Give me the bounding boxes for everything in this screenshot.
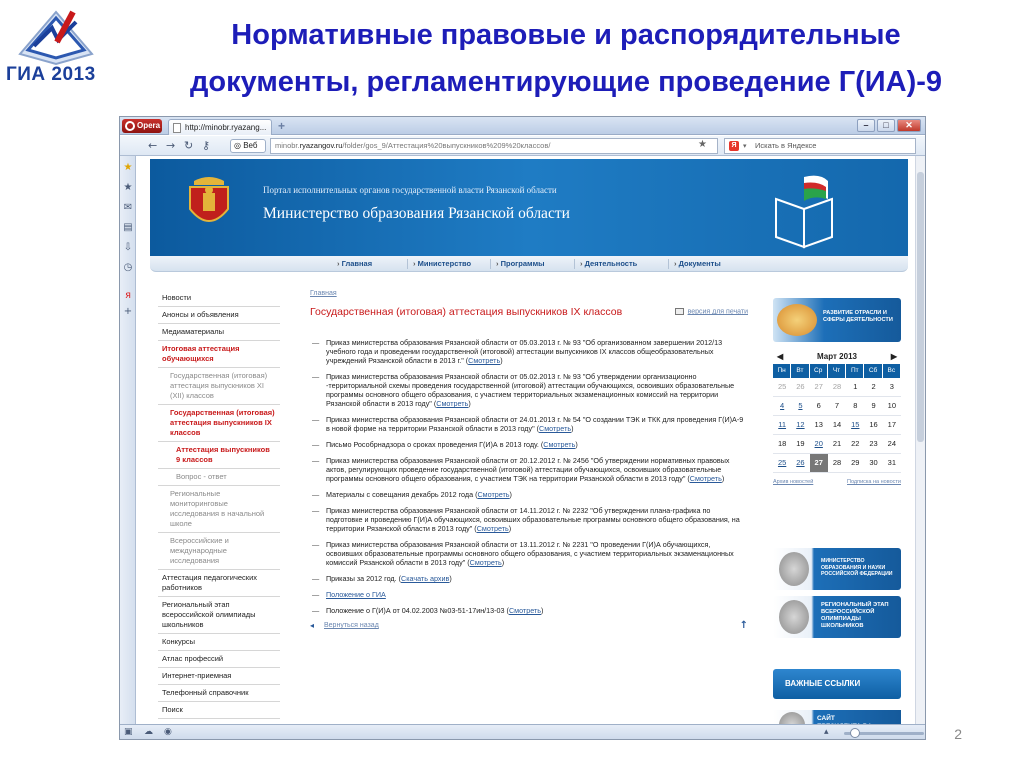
document-item bbox=[310, 606, 748, 615]
calendar-weekday: Сб bbox=[864, 364, 882, 378]
nav-separator bbox=[574, 259, 575, 269]
zoom-slider-knob[interactable] bbox=[850, 728, 860, 738]
key-icon[interactable]: ⚷ bbox=[202, 139, 211, 152]
document-text-tail: ) bbox=[468, 399, 471, 408]
zoom-out-icon[interactable]: ▴ bbox=[824, 727, 829, 737]
browser-window bbox=[119, 116, 926, 740]
calendar bbox=[773, 350, 901, 485]
document-text-tail: ) bbox=[508, 524, 512, 533]
document-link[interactable]: Смотреть bbox=[477, 490, 510, 499]
calendar-day[interactable]: 11 bbox=[773, 416, 791, 435]
calendar-weekday: Пт bbox=[846, 364, 864, 378]
add-panel-icon[interactable]: + bbox=[123, 306, 133, 317]
calendar-day: 18 bbox=[773, 435, 791, 454]
calendar-day: 28 bbox=[828, 378, 846, 397]
promo-development-label: РАЗВИТИЕ ОТРАСЛИ И СФЕРЫ ДЕЯТЕЛЬНОСТИ bbox=[823, 310, 893, 323]
notes-icon[interactable]: ▤ bbox=[123, 222, 133, 233]
document-item bbox=[310, 490, 748, 499]
nav-ministry[interactable]: › Министерство bbox=[413, 256, 471, 272]
page-icon bbox=[173, 123, 181, 133]
nav-main[interactable]: › Главная bbox=[337, 256, 372, 272]
nav-separator bbox=[668, 259, 669, 269]
calendar-day: 27 bbox=[810, 378, 828, 397]
left-menu-item[interactable]: Государственная (итоговая) аттестация выпускников IX классов bbox=[158, 405, 280, 442]
document-text: Приказ министерства образования Рязанской области от 24.01.2013 г. № 54 "О создании ТЭК и ТКК для проведения Г(И)А-9 в новой форме на территории Рязанской области в 2013 году" ( bbox=[326, 415, 744, 433]
document-text-tail: ) bbox=[541, 606, 544, 615]
calendar-day: 25 bbox=[773, 378, 791, 397]
calendar-weekday: Вс bbox=[883, 364, 901, 378]
tab-title: http://minobr.ryazang... bbox=[185, 123, 267, 132]
slide-title bbox=[110, 12, 1022, 106]
bookmark-star-icon[interactable]: ★ bbox=[698, 139, 707, 150]
left-menu-item[interactable]: Региональный этап всероссийской олимпиады школьников bbox=[158, 597, 280, 634]
calendar-day: 6 bbox=[810, 397, 828, 416]
document-text: Приказ министерства образования Рязанской области от 13.11.2012 г. № 2231 "О проведении Г(И)А обучающихся, освоивших образовательные программы основного общего образования, с участием территориальных экзаменационных комиссий Рязанской области в 2013 году" ( bbox=[326, 540, 734, 567]
back-arrow-icon[interactable]: ← bbox=[148, 139, 158, 152]
opera-menu-button[interactable] bbox=[122, 119, 162, 133]
calendar-day: 31 bbox=[883, 454, 901, 473]
document-item bbox=[310, 456, 748, 483]
promo-olympiad-label: РЕГИОНАЛЬНЫЙ ЭТАП ВСЕРОССИЙСКОЙ ОЛИМПИАДЫ ШКОЛЬНИКОВ bbox=[821, 602, 889, 629]
document-link[interactable]: Смотреть bbox=[468, 356, 501, 365]
calendar-day[interactable]: 5 bbox=[791, 397, 809, 416]
window-controls bbox=[857, 119, 921, 132]
calendar-day: 3 bbox=[883, 378, 901, 397]
calendar-day: 24 bbox=[883, 435, 901, 454]
calendar-day: 28 bbox=[828, 454, 846, 473]
mail-icon[interactable]: ✉ bbox=[123, 202, 133, 213]
site-banner bbox=[150, 159, 908, 257]
document-text: Приказ министерства образования Рязанской области от 20.12.2012 г. № 2456 "Об утверждении нормативных правовых актов, регулирующих проведение государственной (итоговой) аттестации обучающихся, освоивших образовательные программы основного общего образования, с участием ТЭК на территории Рязанской области в 2013 году" ( bbox=[326, 456, 730, 483]
calendar-footer bbox=[773, 479, 901, 485]
close-icon[interactable]: ✕ bbox=[897, 119, 921, 132]
next-month-icon[interactable]: ▶ bbox=[890, 352, 897, 361]
opera-logo-icon bbox=[125, 121, 135, 131]
nav-separator bbox=[490, 259, 491, 269]
calendar-day: 19 bbox=[791, 435, 809, 454]
document-link[interactable]: Смотреть bbox=[508, 606, 542, 615]
page-heading: Государственная (итоговая) аттестация выпускников IX классов bbox=[310, 306, 623, 318]
breadcrumb[interactable]: Главная bbox=[310, 290, 337, 297]
left-menu-item[interactable]: Медиаматериалы bbox=[158, 324, 280, 341]
maximize-icon[interactable]: □ bbox=[877, 119, 895, 132]
calendar-day: 30 bbox=[864, 454, 882, 473]
page-number: 2 bbox=[954, 726, 962, 742]
calendar-day: 22 bbox=[846, 435, 864, 454]
document-text: Приказ министерства образования Рязанской области от 14.11.2012 г. № 2232 "Об утверждении плана-графика по подготовке и проведению Г(И)А обучающихся, освоивших образовательные программы основного общего образования, на территории Рязанской области в 2013 году" ( bbox=[326, 506, 740, 533]
calendar-day[interactable]: 25 bbox=[773, 454, 791, 473]
site-nav bbox=[150, 256, 908, 272]
left-menu bbox=[158, 290, 280, 719]
promo-president-label: САЙТ bbox=[817, 715, 835, 722]
document-text-tail: ) bbox=[509, 490, 512, 499]
calendar-day[interactable]: 26 bbox=[791, 454, 809, 473]
status-bar bbox=[120, 724, 925, 740]
document-item bbox=[310, 540, 748, 567]
document-link[interactable]: Скачать архив bbox=[401, 574, 450, 583]
search-placeholder: Искать в Яндексе bbox=[755, 141, 817, 150]
yandex-icon: Я bbox=[729, 141, 739, 151]
document-text: Приказы за 2012 год. ( bbox=[326, 574, 402, 583]
left-menu-item[interactable]: Атлас профессий bbox=[158, 651, 280, 668]
yandex-panel-icon[interactable]: я bbox=[124, 290, 131, 301]
calendar-day[interactable]: 12 bbox=[791, 416, 809, 435]
portal-title: Портал исполнительных органов государственной власти Рязанской области bbox=[263, 185, 557, 195]
browser-toolbar bbox=[120, 136, 925, 156]
calendar-day: 21 bbox=[828, 435, 846, 454]
calendar-weekday: Ср bbox=[810, 364, 828, 378]
promo-president-banner[interactable] bbox=[773, 710, 901, 724]
slide-title-line-2: документы, регламентирующие проведение Г(ИА)-9 bbox=[189, 66, 943, 98]
eagle-emblem-icon bbox=[779, 552, 809, 586]
calendar-day: 17 bbox=[883, 416, 901, 435]
document-item bbox=[310, 440, 748, 449]
left-menu-item[interactable]: Аттестация педагогических работников bbox=[158, 570, 280, 597]
calendar-weekday: Вт bbox=[791, 364, 809, 378]
calendar-day: 2 bbox=[864, 378, 882, 397]
minimize-icon[interactable]: – bbox=[857, 119, 875, 132]
calendar-day: 1 bbox=[846, 378, 864, 397]
document-text-tail: ) bbox=[500, 356, 503, 365]
calendar-day: 26 bbox=[791, 378, 809, 397]
calendar-day: 23 bbox=[864, 435, 882, 454]
web-button-label: Веб bbox=[243, 141, 258, 150]
document-link[interactable]: Смотреть bbox=[476, 524, 509, 533]
print-version-label: версия для печати bbox=[687, 308, 748, 316]
nav-activity[interactable]: › Деятельность bbox=[580, 256, 637, 272]
document-item bbox=[310, 372, 748, 408]
heading-row bbox=[310, 306, 748, 336]
document-item bbox=[310, 338, 748, 365]
calendar-header bbox=[773, 350, 901, 364]
document-text: Материалы с совещания декабрь 2012 года ( bbox=[326, 490, 478, 499]
document-link[interactable]: Смотреть bbox=[543, 440, 576, 449]
speed-dial-icon[interactable]: ◉ bbox=[164, 727, 172, 737]
vertical-scrollbar[interactable] bbox=[915, 156, 925, 724]
calendar-day: 10 bbox=[883, 397, 901, 416]
left-menu-item[interactable]: Конкурсы bbox=[158, 634, 280, 651]
back-arrow-icon[interactable]: ◂ bbox=[310, 621, 315, 630]
tab-bar bbox=[120, 117, 925, 135]
ministry-title: Министерство образования Рязанской области bbox=[263, 205, 570, 222]
coat-of-arms-icon bbox=[186, 175, 232, 229]
bookmarks-icon[interactable]: ★ bbox=[123, 182, 133, 193]
side-panel bbox=[120, 156, 136, 724]
important-links-button[interactable]: ВАЖНЫЕ ССЫЛКИ bbox=[773, 669, 901, 699]
promo-ministry-label: МИНИСТЕРСТВО ОБРАЗОВАНИЯ И НАУКИ РОССИЙСКОЙ ФЕДЕРАЦИИ bbox=[821, 558, 893, 577]
left-menu-item[interactable]: Итоговая аттестация обучающихся bbox=[158, 341, 280, 368]
address-prefix: minobr. bbox=[275, 141, 300, 150]
chevron-down-icon[interactable]: ▾ bbox=[743, 142, 747, 150]
calendar-day: 7 bbox=[828, 397, 846, 416]
document-text-tail: ) bbox=[575, 440, 578, 449]
new-tab-button[interactable]: + bbox=[278, 119, 286, 133]
history-icon[interactable]: ◷ bbox=[123, 262, 133, 273]
left-menu-item[interactable]: Вопрос - ответ bbox=[158, 469, 280, 486]
document-item bbox=[310, 590, 748, 599]
calendar-month: Март 2013 bbox=[817, 352, 857, 361]
document-link[interactable]: Смотреть bbox=[689, 474, 722, 483]
reload-icon[interactable]: ↻ bbox=[184, 139, 194, 152]
archive-news-link[interactable]: Архив новостей bbox=[773, 479, 814, 485]
opera-menu-label: Opera bbox=[137, 121, 161, 130]
globe-icon: ◎ bbox=[234, 141, 241, 150]
left-menu-item[interactable]: Региональные мониторинговые исследования в начальной школе bbox=[158, 486, 280, 533]
book-emblem-icon bbox=[770, 169, 840, 249]
address-domain: ryazangov.ru bbox=[299, 141, 343, 150]
document-link[interactable]: Смотреть bbox=[469, 558, 502, 567]
back-link[interactable]: Вернуться назад bbox=[324, 622, 379, 629]
scroll-top-icon[interactable]: ↑ bbox=[739, 620, 748, 631]
promo-olympiad-banner[interactable] bbox=[773, 596, 901, 638]
calendar-day[interactable]: 4 bbox=[773, 397, 791, 416]
document-text-tail: ) bbox=[721, 474, 725, 483]
left-menu-item[interactable]: Анонсы и объявления bbox=[158, 307, 280, 324]
scrollbar-thumb[interactable] bbox=[917, 172, 924, 442]
olympiad-emblem-icon bbox=[779, 600, 809, 634]
calendar-day: 8 bbox=[846, 397, 864, 416]
left-menu-item[interactable]: Телефонный справочник bbox=[158, 685, 280, 702]
panel-toggle-icon[interactable]: ▣ bbox=[124, 727, 133, 737]
prev-month-icon[interactable]: ◀ bbox=[777, 352, 784, 361]
slide-title-line-1: Нормативные правовые и распорядительные bbox=[231, 19, 901, 51]
document-item bbox=[310, 415, 748, 433]
calendar-grid bbox=[773, 364, 901, 473]
document-link[interactable]: Смотреть bbox=[436, 399, 469, 408]
nav-programs[interactable]: › Программы bbox=[496, 256, 545, 272]
calendar-day: 9 bbox=[864, 397, 882, 416]
document-text: Приказ министерства образования Рязанской области от 05.03.2013 г. № 93 "Об организованном завершении 2012/13 учебного года и проведении государственной (итоговой) аттестации выпускников IX классов общеобразовательных учреждений Рязанской области в 2013 г." ( bbox=[326, 338, 723, 365]
document-text-tail: ) bbox=[501, 558, 505, 567]
forward-arrow-icon[interactable]: → bbox=[166, 139, 176, 152]
calendar-day[interactable]: 27 bbox=[810, 454, 828, 473]
calendar-day[interactable]: 15 bbox=[846, 416, 864, 435]
left-menu-item[interactable]: Новости bbox=[158, 290, 280, 307]
downloads-icon[interactable]: ⇩ bbox=[123, 242, 133, 253]
promo-ministry-banner[interactable] bbox=[773, 548, 901, 590]
calendar-day: 14 bbox=[828, 416, 846, 435]
calendar-day: 13 bbox=[810, 416, 828, 435]
web-page bbox=[137, 156, 916, 724]
print-version-link[interactable] bbox=[675, 308, 748, 315]
books-icon bbox=[777, 304, 817, 336]
address-bar[interactable] bbox=[270, 138, 718, 154]
left-menu-item[interactable]: Государственная (итоговая) аттестация выпускников XI (XII) классов bbox=[158, 368, 280, 405]
document-link[interactable]: Смотреть bbox=[539, 424, 572, 433]
nav-separator bbox=[407, 259, 408, 269]
cloud-icon[interactable]: ☁ bbox=[144, 727, 153, 737]
star-icon[interactable]: ★ bbox=[123, 162, 133, 173]
main-content bbox=[310, 290, 748, 629]
promo-development-banner[interactable] bbox=[773, 298, 901, 342]
address-path: /folder/gos_9/Аттестация%20выпускников%209%20классов/ bbox=[342, 141, 551, 150]
document-item bbox=[310, 506, 748, 533]
document-list bbox=[310, 338, 748, 615]
calendar-day: 16 bbox=[864, 416, 882, 435]
document-text: Положение о Г(И)А от 04.02.2003 №03-51-17ин/13-03 ( bbox=[326, 606, 509, 615]
left-menu-item[interactable]: Аттестация выпускников 9 классов bbox=[158, 442, 280, 469]
gia-logo-text: ГИА 2013 bbox=[6, 64, 96, 85]
web-button[interactable] bbox=[230, 139, 266, 153]
calendar-day: 29 bbox=[846, 454, 864, 473]
document-link[interactable]: Положение о ГИА bbox=[326, 590, 386, 599]
calendar-day[interactable]: 20 bbox=[810, 435, 828, 454]
search-field[interactable] bbox=[724, 138, 916, 154]
nav-documents[interactable]: › Документы bbox=[674, 256, 721, 272]
document-text: Письмо Рособрнадзора о сроках проведения Г(И)А в 2013 году. ( bbox=[326, 440, 544, 449]
document-text-tail: ) bbox=[571, 424, 574, 433]
document-text: Приказ министерства образования Рязанской области от 05.02.2013 г. № 93 "Об утверждении организационно -территориальной схемы проведения государственной (итоговой) аттестации обучающихся, освоивших образовательные программы основного общего образования, с участием территориальных экзаменационных комиссий на территории Рязанской области в 2013 году" ( bbox=[326, 372, 735, 408]
president-emblem-icon bbox=[779, 712, 805, 724]
document-text-tail: ) bbox=[449, 574, 452, 583]
document-item bbox=[310, 574, 748, 583]
back-row bbox=[310, 622, 748, 629]
calendar-weekday: Чт bbox=[828, 364, 846, 378]
browser-tab[interactable] bbox=[168, 119, 272, 135]
subscribe-news-link[interactable]: Подписка на новости bbox=[847, 479, 901, 485]
left-menu-item[interactable]: Всероссийские и международные исследования bbox=[158, 533, 280, 570]
left-menu-item[interactable]: Поиск bbox=[158, 702, 280, 719]
calendar-weekday: Пн bbox=[773, 364, 791, 378]
printer-icon bbox=[675, 308, 684, 315]
left-menu-item[interactable]: Интернет-приемная bbox=[158, 668, 280, 685]
